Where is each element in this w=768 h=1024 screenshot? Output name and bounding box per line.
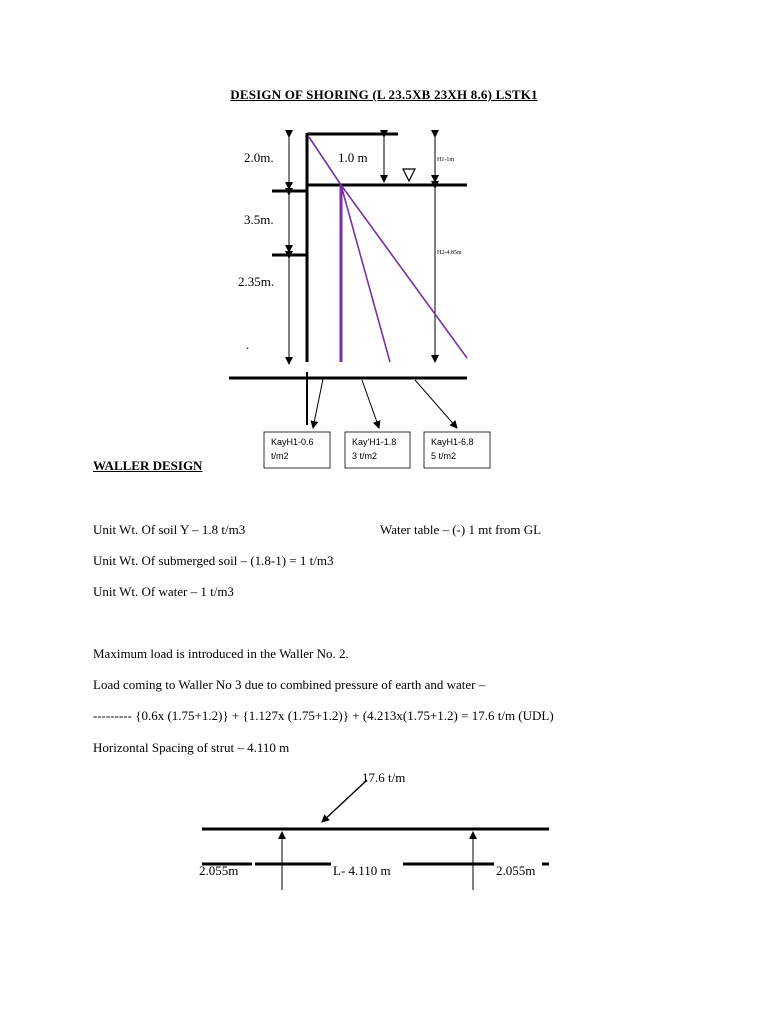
load-label: 17.6 t/m <box>362 770 406 785</box>
box-3-line2: 5 t/m2 <box>431 451 457 461</box>
box-3-line1: KayH1-6.8 <box>431 437 474 447</box>
box-pointer-2 <box>362 380 379 428</box>
top-width-label: 1.0 m <box>338 150 368 165</box>
mid-span-label: L- 4.110 m <box>333 863 391 878</box>
section-heading: WALLER DESIGN <box>93 458 203 473</box>
pressure-line-top <box>309 137 341 185</box>
submerged-weight-text: Unit Wt. Of submerged soil – (1.8-1) = 1 t/m3 <box>93 553 334 568</box>
water-table-icon <box>403 169 415 181</box>
box-pointer-3 <box>415 380 457 428</box>
box-pointer-1 <box>313 379 323 428</box>
h1-label: H1-1m <box>437 157 454 163</box>
right-span-label: 2.055m <box>496 863 536 878</box>
strut-spacing-text: Horizontal Spacing of strut – 4.110 m <box>93 740 290 755</box>
load-coming-text: Load coming to Waller No 3 due to combined pressure of earth and water – <box>93 677 486 692</box>
soil-weight-text: Unit Wt. Of soil Y – 1.8 t/m3 <box>93 522 246 537</box>
load-formula-text: --------- {0.6x (1.75+1.2)} + {1.127x (1.75+1.2)} + (4.213x(1.75+1.2) = 17.6 t/m (UDL) <box>93 708 554 723</box>
dim-label-1: 2.0m. <box>244 150 274 165</box>
box-2-line2: 3 t/m2 <box>352 451 378 461</box>
page-title: DESIGN OF SHORING (L 23.5XB 23XH 8.6) LSTK1 <box>230 87 538 102</box>
h2-label: H2-4.85m <box>437 250 462 256</box>
water-table-text: Water table – (-) 1 mt from GL <box>380 522 542 537</box>
box-1-line1: KayH1-0.6 <box>271 437 314 447</box>
load-arrow <box>322 780 367 822</box>
left-span-label: 2.055m <box>199 863 239 878</box>
dim-label-3: 2.35m. <box>238 274 275 289</box>
dim-label-2: 3.5m. <box>244 212 274 227</box>
stray-dot: . <box>246 337 250 352</box>
water-weight-text: Unit Wt. Of water – 1 t/m3 <box>93 584 234 599</box>
max-load-text: Maximum load is introduced in the Waller No. 2. <box>93 646 349 661</box>
pressure-line-outer <box>341 185 467 358</box>
box-2-line1: Kay'H1-1.8 <box>352 437 397 447</box>
pressure-line-mid <box>341 185 390 362</box>
box-1-line2: t/m2 <box>271 451 289 461</box>
